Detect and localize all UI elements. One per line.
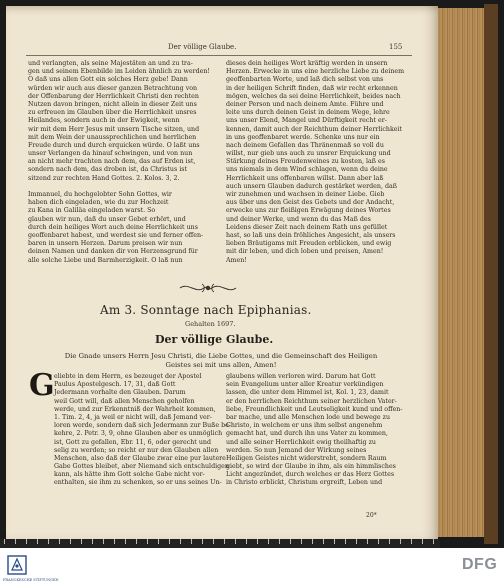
text-line: Licht angezündet, durch welches er das Herz Gottes — [226, 471, 395, 479]
text-line: mögen, welches da sei deine Herrlichkeit, beides nach — [226, 92, 401, 100]
text-line — [28, 183, 214, 191]
text-line: dieses dein heiliges Wort kräftig werden in unsern — [226, 60, 388, 67]
ruler-tick — [235, 539, 236, 544]
text-line: eliebte in dem Herrn, es bezeuget der Apostel — [54, 373, 202, 380]
page-edges — [438, 8, 484, 537]
ruler-tick — [433, 539, 434, 544]
text-line: der Offenbarung der Herrlichkeit Christi den rechten — [28, 92, 199, 100]
ruler-tick — [367, 539, 368, 544]
ruler-tick — [4, 539, 5, 544]
ruler-tick — [356, 539, 357, 544]
text-line: Gabe Gottes bleibet, aber Niemand sich entschuldigen — [54, 463, 229, 471]
text-line: baren in unsern Herzen. Darum preisen wir nun — [28, 240, 183, 248]
text-line: würden wir auch aus dieser ganzen Betrachtung von — [28, 84, 198, 92]
ruler-tick — [136, 539, 137, 544]
ruler-tick — [411, 539, 412, 544]
text-line: sitzend zur rechten Hand Gottes. 2. Kolos. 3, 2. — [28, 174, 180, 182]
text-line: gen und seinem Ebenbilde im Leiden ähnlich zu werden! — [28, 68, 210, 76]
text-line: geoffenbaret habest, und werdest sie und ferner offen- — [28, 231, 204, 239]
text-line: sondern nach dem, das droben ist, da Christus ist — [28, 166, 187, 174]
ruler-tick — [378, 539, 379, 544]
text-line: erwecke uns zur fleißigen Erwägung deines Wortes — [226, 207, 391, 215]
ruler-tick — [345, 539, 346, 544]
text-line: weil Gott will, daß allen Menschen geholfen — [54, 397, 195, 405]
ruler-tick — [422, 539, 423, 544]
text-line: durch dein heiliges Wort auch deine Herrlichkeit uns — [28, 223, 198, 231]
sermon-title: Am 3. Sonntage nach Epiphanias. — [100, 303, 312, 317]
lower-right-column — [226, 373, 412, 488]
text-line: aus über uns den Geist des Gebets und der Andacht, — [226, 199, 395, 207]
intro-line-1: Die Gnade unsers Herrn Jesu Christi, die Liebe Gottes, und die Gemeinschaft des Heiligen — [64, 352, 378, 360]
text-line: leite uns durch deinen Geist in deinem Wege, lehre — [226, 109, 390, 117]
ruler-tick — [92, 539, 93, 544]
text-line: glaubens willen verloren wird. Darum hat Gott — [226, 373, 376, 380]
ruler-tick — [70, 539, 71, 544]
ruler-tick — [81, 539, 82, 544]
ruler-tick — [37, 539, 38, 544]
text-line: kennen, damit auch der Reichthum deiner Herrlichkeit — [226, 125, 403, 133]
ruler-tick — [59, 539, 60, 544]
text-line: zu Kana in Galiläa eingeladen warst. So — [28, 207, 156, 215]
text-line: kehre, 2. Petr. 3, 9, ohne Glauben aber es unmöglich — [54, 430, 223, 438]
ruler-tick — [268, 539, 269, 544]
drop-cap: G — [29, 368, 55, 403]
text-line: auch unsern Glauben dadurch gestärket werden, daß — [226, 182, 397, 190]
text-line: werde, und zur Erkenntniß der Wahrheit kommen, — [54, 405, 216, 413]
footer-bar — [0, 548, 504, 584]
ruler-tick — [191, 539, 192, 544]
ruler-tick — [48, 539, 49, 544]
ruler-tick — [180, 539, 181, 544]
text-line: geoffenbarten Worte, und laß dich selbst von uns — [226, 76, 384, 84]
header-rule — [26, 55, 412, 56]
ruler-tick — [290, 539, 291, 544]
text-line: ist, Gott zu gefallen, Ebr. 11, 6, oder gerecht und — [54, 438, 211, 446]
text-line: werden. So nun Jemand der Wirkung seines — [226, 446, 367, 454]
library-label: FRANCKESCHE STIFTUNGEN — [3, 578, 59, 582]
text-line: und alle seiner Herrlichkeit ewig theilhaftig zu — [226, 438, 376, 446]
text-line: gemacht hat, und durch ihn uns Vater zu kommen, — [226, 430, 388, 438]
text-line: O daß uns allen Gott ein solches Herz gebe! Dann — [28, 76, 188, 84]
text-line: lieben Bräutigams mit Freuden erblicken, und ewig — [226, 240, 392, 248]
text-line: Leidens dieser Zeit nach deinem Rath uns gefüllet — [226, 223, 388, 231]
ruler-tick — [257, 539, 258, 544]
text-line: Freude durch und durch erquicken würde. O laßt uns — [28, 141, 200, 149]
text-line: selig zu werden; so reicht er nur den Glauben allen — [54, 446, 219, 454]
text-line: giebt, so wird der Glaube in ihm, als ein himmlisches — [226, 463, 396, 471]
text-line: in der heiligen Schrift finden, daß wir recht erkennen — [226, 84, 398, 92]
text-line: Immanuel, du hochgelobter Sohn Gottes, wir — [28, 191, 172, 198]
text-line: deiner Person und nach deinem Amte. Führe und — [226, 100, 384, 108]
ruler-tick — [26, 539, 27, 544]
sermon-intro — [26, 352, 416, 370]
scale-ruler — [0, 539, 440, 548]
book-cover — [484, 4, 498, 544]
text-line: wir mit dem Herr Jesus mit unsern Tische sitzen, und — [28, 125, 200, 133]
ruler-tick — [114, 539, 115, 544]
text-line: nach deinem Gefallen das Thränenmaß so voll du — [226, 141, 384, 149]
ruler-tick — [246, 539, 247, 544]
text-line: deinen Namen und danken dir von Herzensgrund für — [28, 248, 198, 256]
text-line: mit dir leben, und dich loben und preisen, Amen! — [226, 248, 384, 256]
text-line: Herzen. Erwecke in uns eine herzliche Liebe zu deinem — [226, 68, 405, 76]
text-line: Herrlichkeit uns offenbaren willst. Dann aber laß — [226, 174, 384, 182]
text-line: zu erfreuen im Glauben über die Herrlichkeit unsres — [28, 109, 197, 117]
text-line: willst, nur gieb uns auch zu unsrer Erquickung und — [226, 150, 391, 158]
text-line: haben dich eingeladen, wie du zur Hochzeit — [28, 199, 169, 207]
ruler-tick — [125, 539, 126, 544]
ruler-tick — [312, 539, 313, 544]
lower-left-column — [54, 373, 240, 488]
text-line: Stärkung deines Freudenweines zu kosten, laß es — [226, 158, 385, 166]
text-line: an nicht mehr trachten nach dem, das auf Erden ist, — [28, 158, 196, 166]
text-line: alle solche Liebe und Barmherzigkeit. O laß nun — [28, 256, 183, 264]
ruler-tick — [224, 539, 225, 544]
text-line: Jedermann vorhalte den Glauben. Darum — [54, 389, 186, 397]
text-line: uns unser Elend, Mangel und Dürftigkeit recht er- — [226, 117, 387, 125]
text-line: unser Verlangen da hinauf schwingen, und von nun — [28, 150, 193, 158]
ruler-tick — [103, 539, 104, 544]
sermon-date: Gehalten 1697. — [185, 320, 236, 328]
text-line: wir zunehmen und wachsen in deiner Liebe. Gieb — [226, 191, 385, 198]
intro-line-2: Geistes sei mit uns allen, Amen! — [165, 361, 277, 369]
text-line: uns niemals in dem Wind schlagen, wenn du deine — [226, 166, 388, 174]
text-line: enthalten, sie ihm zu schenken, so er uns seines Un- — [54, 479, 222, 487]
text-line: loren werde, sondern daß sich Jedermann zur Buße be- — [54, 422, 231, 430]
left-column — [28, 60, 214, 265]
text-line: Christo, in welchem er uns ihm selbst angenehm — [226, 422, 383, 430]
ruler-tick — [169, 539, 170, 544]
dfg-logo: DFG — [462, 556, 498, 573]
text-line: und deiner Werke, und wenn du das Maß des — [226, 215, 371, 223]
text-line: lassen, die unter dem Himmel ist, Kol. 1, 23, damit — [226, 389, 389, 397]
text-line: hast, so laß uns dein fröhliches Angesicht, als unsers — [226, 231, 396, 239]
ruler-tick — [213, 539, 214, 544]
ruler-tick — [323, 539, 324, 544]
sermon-heading: Der völlige Glaube. — [155, 333, 274, 346]
text-line: er den herrlichen Reichthum seiner herzlichen Vater- — [226, 397, 397, 405]
catchword: 20* — [366, 512, 377, 519]
ruler-tick — [400, 539, 401, 544]
text-line: glauben wir nun, daß du unser Gebet erhört, und — [28, 215, 186, 223]
text-line: 1. Tim. 2, 4, ja weil er nicht will, daß Jemand ver- — [54, 413, 212, 421]
ruler-tick — [158, 539, 159, 544]
ruler-tick — [389, 539, 390, 544]
text-line: kann, als hätte ihm Gott solche Gabe nicht vor- — [54, 471, 205, 479]
text-line: Heiligen Geistes nicht widerstrebt, sondern Raum — [226, 454, 387, 462]
ornament-icon — [178, 280, 238, 296]
ruler-tick — [279, 539, 280, 544]
text-line: Amen! — [226, 256, 247, 264]
text-line: bar mache, und alle Menschen lode und bewege zu — [226, 413, 391, 421]
text-line: mit dem Wein der unaussprechlichen und herrlichen — [28, 133, 197, 141]
text-line: sein Evangelium unter aller Kreatur verkündigen — [226, 381, 384, 389]
right-column — [226, 60, 412, 265]
text-line: und verlangten, als seine Majestäten an und zu tra- — [28, 60, 193, 67]
text-line: Menschen, also daß der Glaube zwar eine pur lautere — [54, 454, 226, 462]
ruler-tick — [301, 539, 302, 544]
text-line: in uns geoffenbaret werde. Schenke uns nur ein — [226, 133, 380, 141]
page-number: 155 — [389, 43, 403, 51]
text-line: in Christo erblickt, Christum ergreift, Leben und — [226, 479, 383, 487]
text-line: Nutzen davon bringen, nicht allein in dieser Zeit uns — [28, 100, 197, 108]
running-title: Der völlige Glaube. — [168, 43, 237, 51]
text-line: Paulus Apostelgesch. 17, 31, daß Gott — [54, 381, 176, 389]
text-line: Heilandes, sondern auch in der Ewigkeit, wenn — [28, 117, 180, 125]
ruler-tick — [147, 539, 148, 544]
ruler-tick — [15, 539, 16, 544]
ruler-tick — [334, 539, 335, 544]
ruler-tick — [202, 539, 203, 544]
library-logo-icon — [6, 554, 28, 578]
text-line: liebe, Freundlichkeit und Leutseligkeit kund und offen- — [226, 405, 403, 413]
